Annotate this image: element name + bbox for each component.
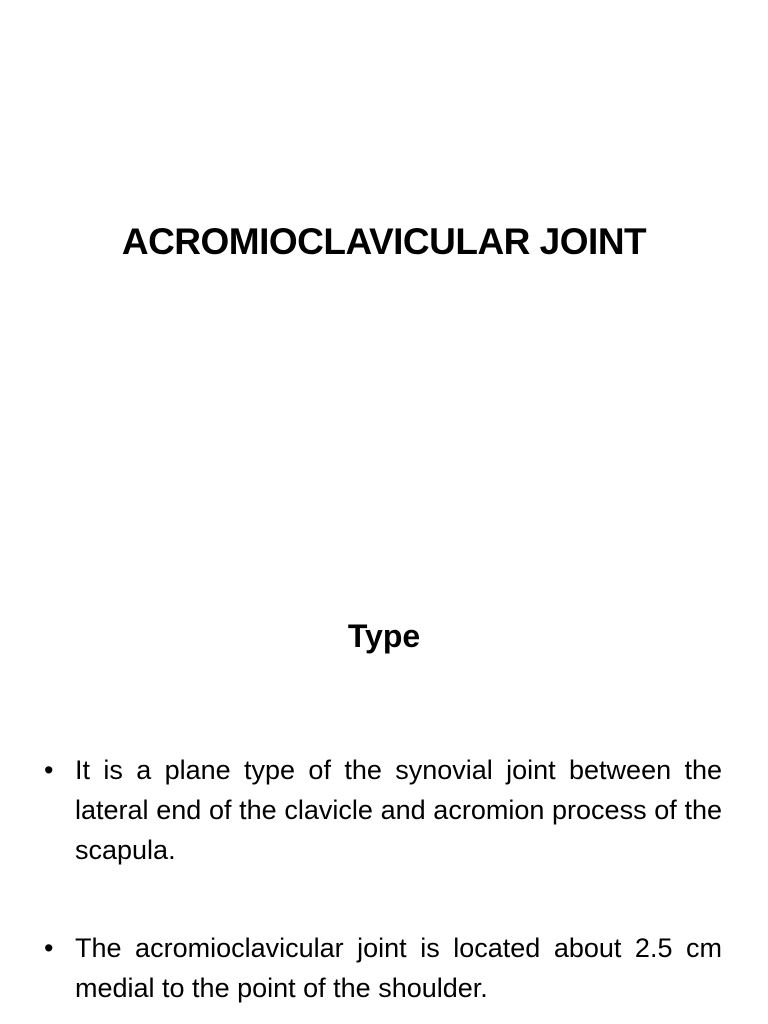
bullet-text: The acromioclavicular joint is located about 2.5 cm medial to the point of the shoulder. [75,933,722,1003]
section-heading: Type [347,618,421,654]
bullet-item [44,928,722,1008]
bullet-marker: • [44,755,54,785]
bullet-item [44,750,722,870]
bullet-marker: • [44,933,54,963]
slide-title: ACROMIOCLAVICULAR JOINT [121,221,647,262]
bullet-text: It is a plane type of the synovial joint between the lateral end of the clavicle and acromion process of the scapula. [75,755,722,865]
